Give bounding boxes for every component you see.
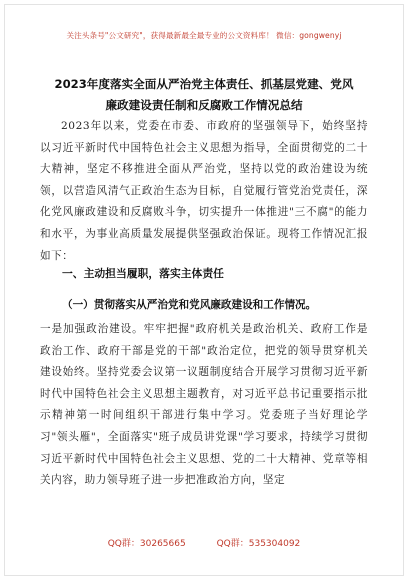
footer-qq-group-2: QQ群：535304092 (216, 539, 301, 549)
title-line-2: 廉政建设责任制和反腐败工作情况总结 (105, 98, 303, 112)
document-title (40, 74, 368, 116)
footer (0, 536, 408, 549)
subsection-paragraph: 一是加强政治建设。牢牢把握"政府机关是政治机关、政府工作是政治工作、政府干部是党的干部"政治定位，把党的领导贯穿机关建设始终。坚持党委会议第一议题制度结合开展学习贯彻习近平新时代中国特色社会主义思想主题教育，对习近平总书记重要指示批示精神第一时间组织干部进行集中学习。党委班子当好理论学习"领头雁"，全面落实"班子成员讲党课"学习要求，持续学习贯彻习近平新时代中国特色社会主义思想、党的二十大精神、党章等相关内容，助力领导班子进一步把准政治方向，坚定 (40, 323, 368, 487)
section-heading: 一、主动担当履职，落实主体责任 (62, 267, 224, 280)
intro-paragraph: 2023年以来，党委在市委、市政府的坚强领导下，始终坚持以习近平新时代中国特色社会主义思想为指导，全面贯彻党的二十大精神，坚定不移推进全面从严治党，坚持以党的政治建设为统领，以营造风清气正政治生态为目标，自觉履行管党治党责任，深化党风廉政建设和反腐败斗争，切实提升一体推进"三不腐"的能力和水平，为事业高质量发展提供坚强政治保证。现将工作情况汇报如下： (40, 120, 368, 262)
footer-qq-group-1: QQ群：30265665 (107, 539, 186, 549)
title-line-1: 2023年度落实全面从严治党主体责任、抓基层党建、党风 (54, 77, 354, 91)
header-banner: 关注头条号"公文研究"，获得最新最全最专业的公文资料库！ 微信：gongwenyj (66, 31, 342, 40)
subsection-heading: （一）贯彻落实从严治党和党风廉政建设和工作情况。 (62, 299, 317, 311)
